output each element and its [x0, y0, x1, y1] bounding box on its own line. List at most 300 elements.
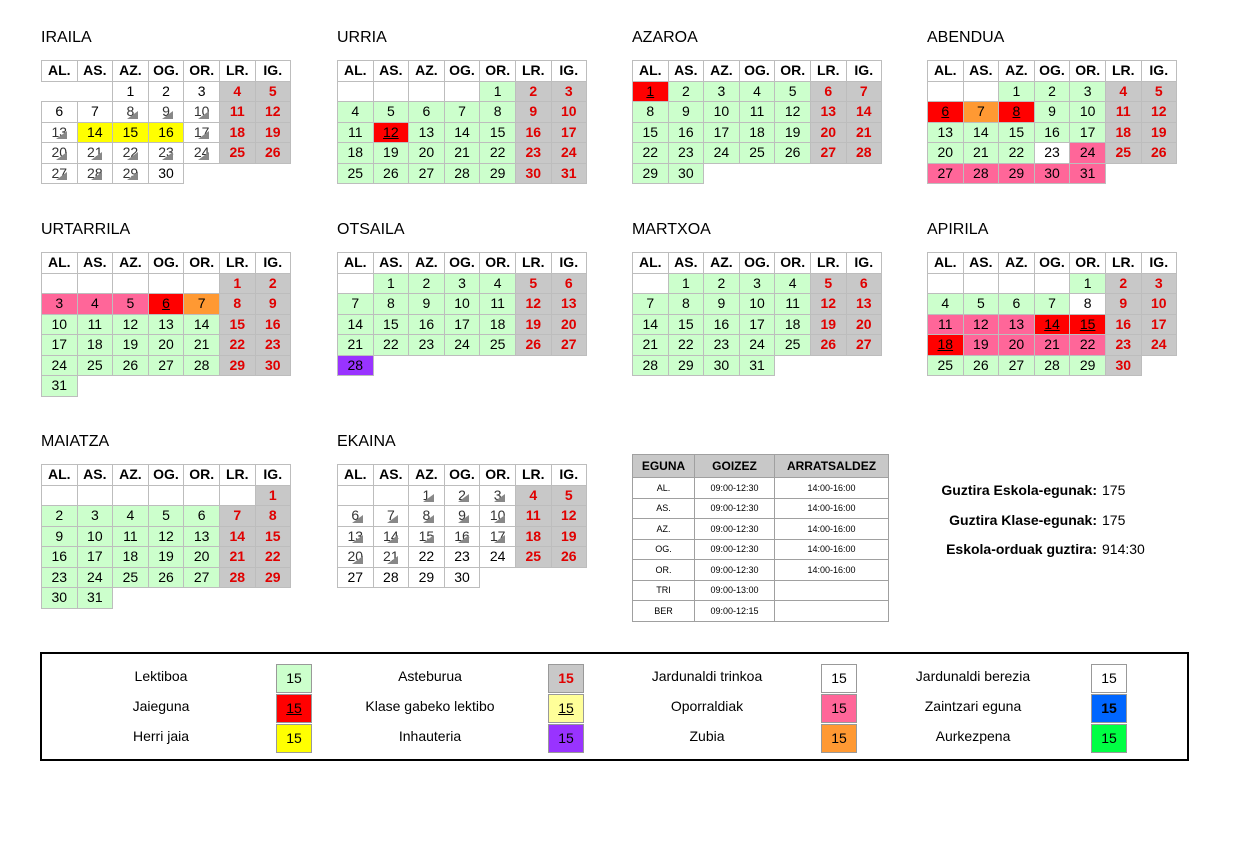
day-cell: 20	[810, 122, 846, 143]
day-cell: 19	[551, 526, 586, 547]
day-cell: 28	[633, 355, 669, 376]
day-cell: 27	[409, 163, 445, 184]
total-school-hours	[930, 541, 1150, 571]
day-cell: 13	[409, 122, 445, 143]
empty-cell	[999, 273, 1035, 294]
weekday-header: AZ.	[704, 253, 740, 274]
day-cell: 10	[704, 102, 740, 123]
day-cell: 2	[668, 81, 704, 102]
day-cell: 15	[1070, 314, 1106, 335]
day-cell: 15	[255, 526, 290, 547]
day-cell: 11	[928, 314, 964, 335]
day-cell: 25	[77, 355, 113, 376]
day-cell: 29	[1070, 355, 1106, 376]
schedule-morning: 09:00-13:00	[695, 580, 775, 601]
day-cell: 2	[42, 506, 78, 527]
day-cell: 4	[219, 81, 255, 102]
day-cell: 4	[1105, 81, 1141, 102]
day-cell: 28	[373, 567, 409, 588]
day-cell: 18	[219, 122, 255, 143]
day-cell: 26	[373, 163, 409, 184]
schedule-morning: 09:00-12:30	[695, 539, 775, 560]
day-cell: 5	[515, 273, 551, 294]
schedule-row	[633, 519, 889, 540]
schedule-row	[633, 478, 889, 499]
schedule-row	[633, 560, 889, 581]
empty-cell	[148, 273, 184, 294]
day-cell: 14	[219, 526, 255, 547]
weekday-header: AZ.	[409, 61, 445, 82]
day-cell: 4	[739, 81, 775, 102]
day-cell: 11	[77, 314, 113, 335]
weekday-header: AS.	[77, 61, 113, 82]
schedule-afternoon: 14:00-16:00	[775, 478, 889, 499]
day-cell: 13	[338, 526, 374, 547]
day-cell: 8	[219, 294, 255, 315]
day-cell: 16	[1105, 314, 1141, 335]
month-table	[337, 60, 587, 184]
weekday-header: LR.	[1105, 61, 1141, 82]
day-cell: 20	[148, 335, 184, 356]
day-cell: 12	[810, 294, 846, 315]
day-cell: 11	[219, 102, 255, 123]
schedule-header-day: EGUNA	[633, 455, 695, 478]
day-cell: 26	[810, 335, 846, 356]
day-cell: 2	[255, 273, 290, 294]
day-cell: 21	[1034, 335, 1070, 356]
empty-cell	[219, 485, 255, 506]
day-cell: 2	[1105, 273, 1141, 294]
day-cell: 17	[704, 122, 740, 143]
legend-label: Zubia	[689, 728, 725, 744]
month-maiatza	[41, 432, 291, 609]
schedule-morning: 09:00-12:30	[695, 478, 775, 499]
empty-cell	[444, 355, 480, 376]
day-cell: 10	[480, 506, 516, 527]
day-cell: 25	[739, 143, 775, 164]
legend-label: Asteburua	[398, 668, 462, 684]
day-cell: 28	[444, 163, 480, 184]
day-cell: 28	[77, 163, 113, 184]
day-cell: 21	[184, 335, 220, 356]
day-cell: 11	[515, 506, 551, 527]
month-title: MARTXOA	[632, 221, 711, 238]
day-cell: 19	[373, 143, 409, 164]
empty-cell	[1141, 163, 1176, 184]
day-cell: 17	[1141, 314, 1176, 335]
day-cell: 23	[42, 567, 78, 588]
empty-cell	[113, 485, 149, 506]
legend-label: Oporraldiak	[670, 698, 744, 714]
day-cell: 29	[999, 163, 1035, 184]
day-cell: 2	[515, 81, 551, 102]
day-cell: 4	[480, 273, 516, 294]
day-cell: 9	[444, 506, 480, 527]
day-cell: 31	[77, 588, 113, 609]
day-cell: 9	[255, 294, 290, 315]
weekday-header: AZ.	[704, 61, 740, 82]
weekday-header: AZ.	[409, 253, 445, 274]
day-cell: 7	[184, 294, 220, 315]
day-cell: 20	[999, 335, 1035, 356]
day-cell: 22	[480, 143, 516, 164]
day-cell: 10	[42, 314, 78, 335]
day-cell: 30	[42, 588, 78, 609]
day-cell: 3	[77, 506, 113, 527]
empty-cell	[42, 81, 78, 102]
day-cell: 6	[928, 102, 964, 123]
schedule-header-afternoon: ARRATSALDEZ	[775, 455, 889, 478]
day-cell: 14	[846, 102, 881, 123]
month-urria	[337, 28, 587, 184]
day-cell: 16	[444, 526, 480, 547]
day-cell: 3	[739, 273, 775, 294]
day-cell: 8	[1070, 294, 1106, 315]
weekday-header: AS.	[373, 61, 409, 82]
weekday-header: LR.	[515, 253, 551, 274]
day-cell: 16	[42, 547, 78, 568]
month-abendua	[927, 28, 1177, 184]
schedule-row	[633, 580, 889, 601]
day-cell: 9	[42, 526, 78, 547]
day-cell: 13	[928, 122, 964, 143]
day-cell: 11	[113, 526, 149, 547]
day-cell: 22	[668, 335, 704, 356]
day-cell: 19	[148, 547, 184, 568]
weekday-header: LR.	[219, 253, 255, 274]
empty-cell	[810, 355, 846, 376]
day-cell: 18	[739, 122, 775, 143]
weekday-header: AZ.	[999, 61, 1035, 82]
day-cell: 10	[739, 294, 775, 315]
day-cell: 16	[148, 122, 184, 143]
empty-cell	[846, 163, 881, 184]
schedule-morning: 09:00-12:30	[695, 560, 775, 581]
day-cell: 26	[148, 567, 184, 588]
day-cell: 20	[846, 314, 881, 335]
day-cell: 18	[1105, 122, 1141, 143]
empty-cell	[338, 81, 374, 102]
day-cell: 9	[1105, 294, 1141, 315]
weekday-header: OG.	[148, 253, 184, 274]
day-cell: 24	[704, 143, 740, 164]
day-cell: 14	[184, 314, 220, 335]
day-cell: 12	[148, 526, 184, 547]
weekday-header: OG.	[739, 253, 775, 274]
day-cell: 22	[999, 143, 1035, 164]
weekday-header: OR.	[1070, 253, 1106, 274]
day-cell: 8	[999, 102, 1035, 123]
day-cell: 11	[739, 102, 775, 123]
weekday-header: AL.	[633, 61, 669, 82]
schedule-morning: 09:00-12:30	[695, 498, 775, 519]
day-cell: 23	[148, 143, 184, 164]
total-label: Guztira Klase-egunak:	[949, 511, 1097, 528]
day-cell: 25	[775, 335, 811, 356]
day-cell: 17	[184, 122, 220, 143]
day-cell: 3	[444, 273, 480, 294]
month-ekaina	[337, 432, 587, 588]
weekday-header: AL.	[338, 253, 374, 274]
legend-label: Herri jaia	[132, 728, 189, 744]
weekday-header: AS.	[668, 253, 704, 274]
day-cell: 8	[113, 102, 149, 123]
empty-cell	[409, 355, 445, 376]
weekday-header: OR.	[775, 61, 811, 82]
empty-cell	[1141, 355, 1176, 376]
day-cell: 27	[810, 143, 846, 164]
weekday-header: AL.	[928, 61, 964, 82]
day-cell: 20	[184, 547, 220, 568]
day-cell: 17	[42, 335, 78, 356]
day-cell: 30	[1105, 355, 1141, 376]
day-cell: 25	[1105, 143, 1141, 164]
day-cell: 2	[704, 273, 740, 294]
day-cell: 17	[551, 122, 586, 143]
day-cell: 27	[846, 335, 881, 356]
schedule-row	[633, 601, 889, 622]
day-cell: 1	[633, 81, 669, 102]
day-cell: 27	[928, 163, 964, 184]
weekday-header: AZ.	[113, 465, 149, 486]
day-cell: 7	[219, 506, 255, 527]
day-cell: 7	[77, 102, 113, 123]
legend-label: Inhauteria	[398, 728, 462, 744]
day-cell: 26	[515, 335, 551, 356]
day-cell: 11	[775, 294, 811, 315]
day-cell: 22	[409, 547, 445, 568]
month-title: APIRILA	[927, 221, 989, 238]
weekday-header: OR.	[184, 253, 220, 274]
legend-label: Jardunaldi berezia	[915, 668, 1031, 684]
weekday-header: AL.	[42, 61, 78, 82]
weekday-header: AS.	[77, 253, 113, 274]
weekday-header: IG.	[255, 253, 290, 274]
day-cell: 1	[999, 81, 1035, 102]
day-cell: 19	[255, 122, 290, 143]
day-cell: 18	[928, 335, 964, 356]
day-cell: 5	[148, 506, 184, 527]
empty-cell	[373, 81, 409, 102]
weekday-header: IG.	[1141, 253, 1176, 274]
day-cell: 28	[1034, 355, 1070, 376]
day-cell: 7	[963, 102, 999, 123]
schedule-day: OR.	[633, 560, 695, 581]
day-cell: 15	[668, 314, 704, 335]
day-cell: 24	[739, 335, 775, 356]
day-cell: 28	[219, 567, 255, 588]
empty-cell	[551, 567, 586, 588]
day-cell: 26	[1141, 143, 1176, 164]
day-cell: 28	[338, 355, 374, 376]
day-cell: 15	[999, 122, 1035, 143]
month-title: OTSAILA	[337, 221, 405, 238]
day-cell: 6	[810, 81, 846, 102]
weekday-header: OG.	[444, 253, 480, 274]
day-cell: 5	[373, 102, 409, 123]
day-cell: 16	[668, 122, 704, 143]
empty-cell	[775, 163, 811, 184]
legend-swatch: 15	[548, 724, 584, 753]
day-cell: 14	[338, 314, 374, 335]
weekday-header: LR.	[219, 465, 255, 486]
day-cell: 31	[1070, 163, 1106, 184]
weekday-header: OG.	[1034, 61, 1070, 82]
day-cell: 17	[444, 314, 480, 335]
day-cell: 11	[1105, 102, 1141, 123]
day-cell: 24	[1070, 143, 1106, 164]
day-cell: 7	[846, 81, 881, 102]
day-cell: 6	[409, 102, 445, 123]
day-cell: 26	[775, 143, 811, 164]
month-table	[927, 60, 1177, 184]
day-cell: 25	[338, 163, 374, 184]
legend-box	[40, 652, 1189, 761]
month-azaroa	[632, 28, 882, 184]
schedule-row	[633, 539, 889, 560]
day-cell: 6	[846, 273, 881, 294]
day-cell: 8	[255, 506, 290, 527]
day-cell: 12	[515, 294, 551, 315]
day-cell: 30	[444, 567, 480, 588]
day-cell: 18	[77, 335, 113, 356]
total-school-days	[930, 482, 1150, 512]
day-cell: 1	[409, 485, 445, 506]
day-cell: 30	[668, 163, 704, 184]
day-cell: 12	[963, 314, 999, 335]
day-cell: 25	[928, 355, 964, 376]
day-cell: 6	[184, 506, 220, 527]
day-cell: 15	[409, 526, 445, 547]
weekday-header: OR.	[184, 61, 220, 82]
day-cell: 2	[444, 485, 480, 506]
day-cell: 18	[113, 547, 149, 568]
day-cell: 1	[113, 81, 149, 102]
empty-cell	[184, 163, 220, 184]
day-cell: 24	[480, 547, 516, 568]
day-cell: 22	[1070, 335, 1106, 356]
month-table	[927, 252, 1177, 376]
legend-swatch: 15	[1091, 724, 1127, 753]
weekday-header: LR.	[219, 61, 255, 82]
month-title: EKAINA	[337, 433, 396, 450]
day-cell: 11	[338, 122, 374, 143]
day-cell: 10	[1141, 294, 1176, 315]
schedule-header-morning: GOIZEZ	[695, 455, 775, 478]
day-cell: 8	[480, 102, 516, 123]
day-cell: 2	[148, 81, 184, 102]
day-cell: 3	[184, 81, 220, 102]
day-cell: 30	[515, 163, 551, 184]
day-cell: 22	[255, 547, 290, 568]
day-cell: 9	[409, 294, 445, 315]
day-cell: 6	[148, 294, 184, 315]
weekday-header: AS.	[77, 465, 113, 486]
weekday-header: LR.	[515, 465, 551, 486]
day-cell: 23	[515, 143, 551, 164]
day-cell: 3	[1070, 81, 1106, 102]
weekday-header: IG.	[255, 61, 290, 82]
day-cell: 17	[739, 314, 775, 335]
day-cell: 29	[480, 163, 516, 184]
legend-label: Klase gabeko lektibo	[365, 698, 495, 714]
day-cell: 5	[963, 294, 999, 315]
day-cell: 13	[810, 102, 846, 123]
day-cell: 27	[551, 335, 586, 356]
empty-cell	[219, 163, 255, 184]
day-cell: 4	[928, 294, 964, 315]
day-cell: 4	[113, 506, 149, 527]
month-table	[41, 60, 291, 184]
schedule-afternoon: 14:00-16:00	[775, 560, 889, 581]
day-cell: 1	[668, 273, 704, 294]
weekday-header: IG.	[1141, 61, 1176, 82]
day-cell: 5	[810, 273, 846, 294]
legend-swatch: 15	[548, 664, 584, 693]
day-cell: 26	[113, 355, 149, 376]
day-cell: 8	[373, 294, 409, 315]
day-cell: 30	[1034, 163, 1070, 184]
day-cell: 21	[338, 335, 374, 356]
day-cell: 23	[409, 335, 445, 356]
day-cell: 10	[184, 102, 220, 123]
day-cell: 14	[633, 314, 669, 335]
total-class-days	[930, 512, 1150, 542]
day-cell: 10	[444, 294, 480, 315]
month-table	[632, 252, 882, 376]
day-cell: 1	[480, 81, 516, 102]
day-cell: 21	[846, 122, 881, 143]
day-cell: 3	[704, 81, 740, 102]
day-cell: 20	[928, 143, 964, 164]
legend-swatch: 15	[276, 694, 312, 723]
total-label: Eskola-orduak guztira:	[946, 541, 1097, 557]
schedule-row	[633, 498, 889, 519]
weekday-header: OG.	[444, 465, 480, 486]
day-cell: 3	[1141, 273, 1176, 294]
month-title: ABENDUA	[927, 29, 1005, 46]
day-cell: 3	[480, 485, 516, 506]
weekday-header: AZ.	[999, 253, 1035, 274]
weekday-header: IG.	[255, 465, 290, 486]
month-title: IRAILA	[41, 29, 92, 46]
schedule-day: TRI	[633, 580, 695, 601]
day-cell: 26	[551, 547, 586, 568]
day-cell: 8	[668, 294, 704, 315]
legend-swatch: 15	[276, 664, 312, 693]
day-cell: 29	[255, 567, 290, 588]
month-table	[337, 464, 587, 588]
weekday-header: AL.	[633, 253, 669, 274]
day-cell: 21	[373, 547, 409, 568]
day-cell: 26	[255, 143, 290, 164]
day-cell: 23	[1034, 143, 1070, 164]
legend-swatch: 15	[276, 724, 312, 753]
schedule-morning: 09:00-12:30	[695, 519, 775, 540]
empty-cell	[963, 273, 999, 294]
day-cell: 27	[42, 163, 78, 184]
day-cell: 21	[444, 143, 480, 164]
empty-cell	[255, 588, 290, 609]
empty-cell	[338, 273, 374, 294]
legend-swatch: 15	[821, 664, 857, 693]
day-cell: 23	[668, 143, 704, 164]
day-cell: 12	[775, 102, 811, 123]
day-cell: 18	[338, 143, 374, 164]
month-title: URTARRILA	[41, 221, 131, 238]
day-cell: 19	[515, 314, 551, 335]
empty-cell	[77, 273, 113, 294]
